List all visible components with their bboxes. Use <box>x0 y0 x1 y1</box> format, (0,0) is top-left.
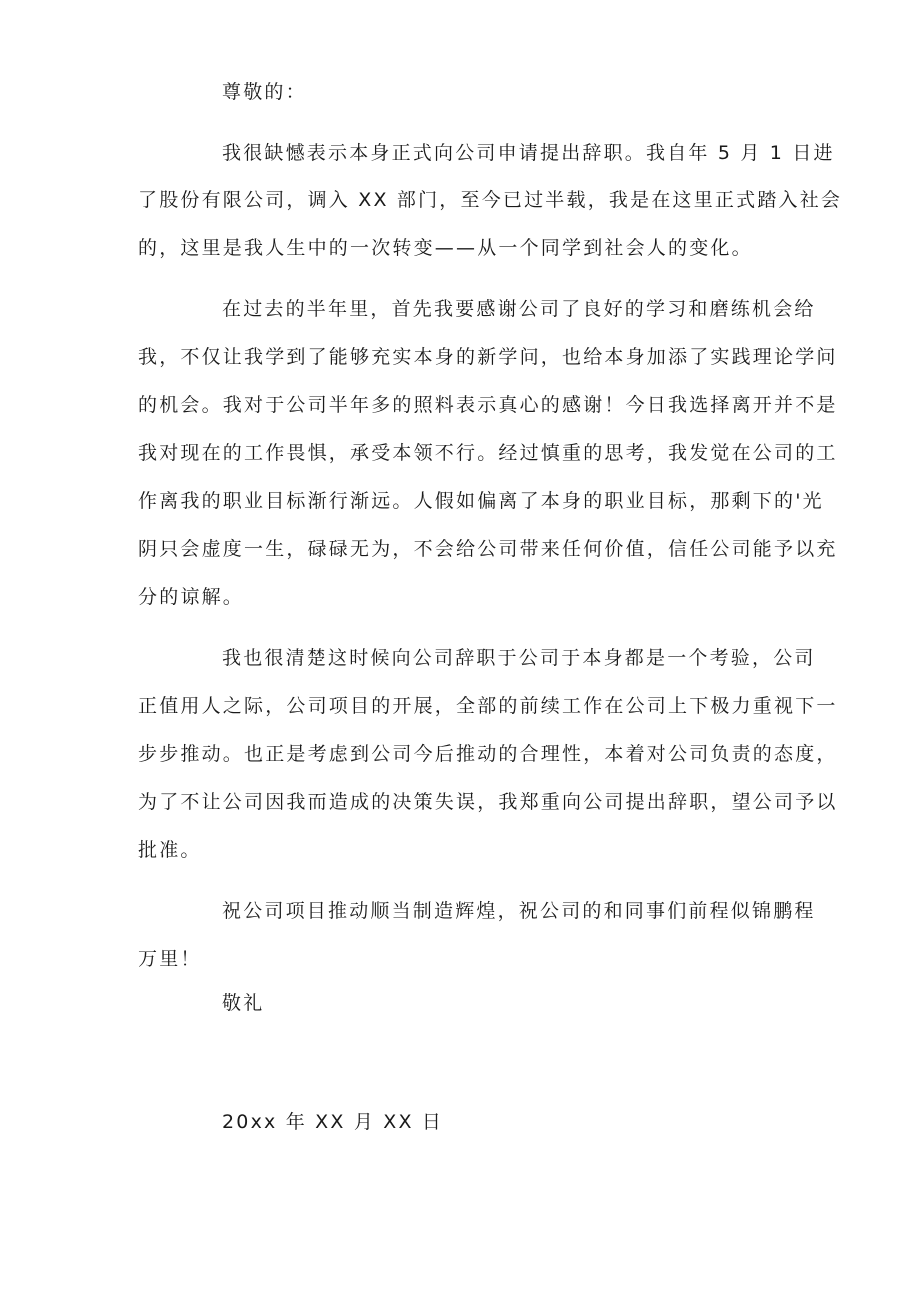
paragraph-2-line-7: 分的谅解。 <box>138 586 245 608</box>
paragraph-1-line-3: 的，这里是我人生中的一次转变——从一个同学到社会人的变化。 <box>138 237 753 259</box>
salutation: 尊敬的： <box>222 81 307 103</box>
date: 20xx 年 XX 月 XX 日 <box>222 1111 444 1133</box>
paragraph-4-line-1: 祝公司项目推动顺当制造辉煌，祝公司的和同事们前程似锦鹏程 <box>222 900 816 922</box>
paragraph-2-line-6: 阴只会虚度一生，碌碌无为，不会给公司带来任何价值，信任公司能予以充 <box>138 538 838 560</box>
paragraph-3-line-5: 批准。 <box>138 839 202 861</box>
paragraph-3-line-2: 正值用人之际，公司项目的开展，全部的前续工作在公司上下极力重视下一 <box>138 695 838 717</box>
paragraph-1-line-2: 了股份有限公司，调入 XX 部门，至今已过半载，我是在这里正式踏入社会 <box>138 189 843 211</box>
paragraph-2-line-4: 我对现在的工作畏惧，承受本领不行。经过慎重的思考，我发觉在公司的工 <box>138 442 838 464</box>
paragraph-2-line-2: 我，不仅让我学到了能够充实本身的新学问，也给本身加添了实践理论学问 <box>138 346 838 368</box>
paragraph-4-line-2: 万里！ <box>138 948 202 970</box>
paragraph-1-line-1: 我很缺憾表示本身正式向公司申请提出辞职。我自年 5 月 1 日进 <box>222 142 835 164</box>
paragraph-2-line-5: 作离我的职业目标渐行渐远。人假如偏离了本身的职业目标，那剩下的'光 <box>138 490 824 512</box>
paragraph-3-line-3: 步步推动。也正是考虑到公司今后推动的合理性，本着对公司负责的态度， <box>138 743 838 765</box>
paragraph-3-line-4: 为了不让公司因我而造成的决策失误，我郑重向公司提出辞职，望公司予以 <box>138 791 838 813</box>
paragraph-2-line-3: 的机会。我对于公司半年多的照料表示真心的感谢！今日我选择离开并不是 <box>138 394 838 416</box>
paragraph-3-line-1: 我也很清楚这时候向公司辞职于公司于本身都是一个考验，公司 <box>222 647 816 669</box>
paragraph-2-line-1: 在过去的半年里，首先我要感谢公司了良好的学习和磨练机会给 <box>222 298 816 320</box>
closing: 敬礼 <box>222 992 265 1014</box>
